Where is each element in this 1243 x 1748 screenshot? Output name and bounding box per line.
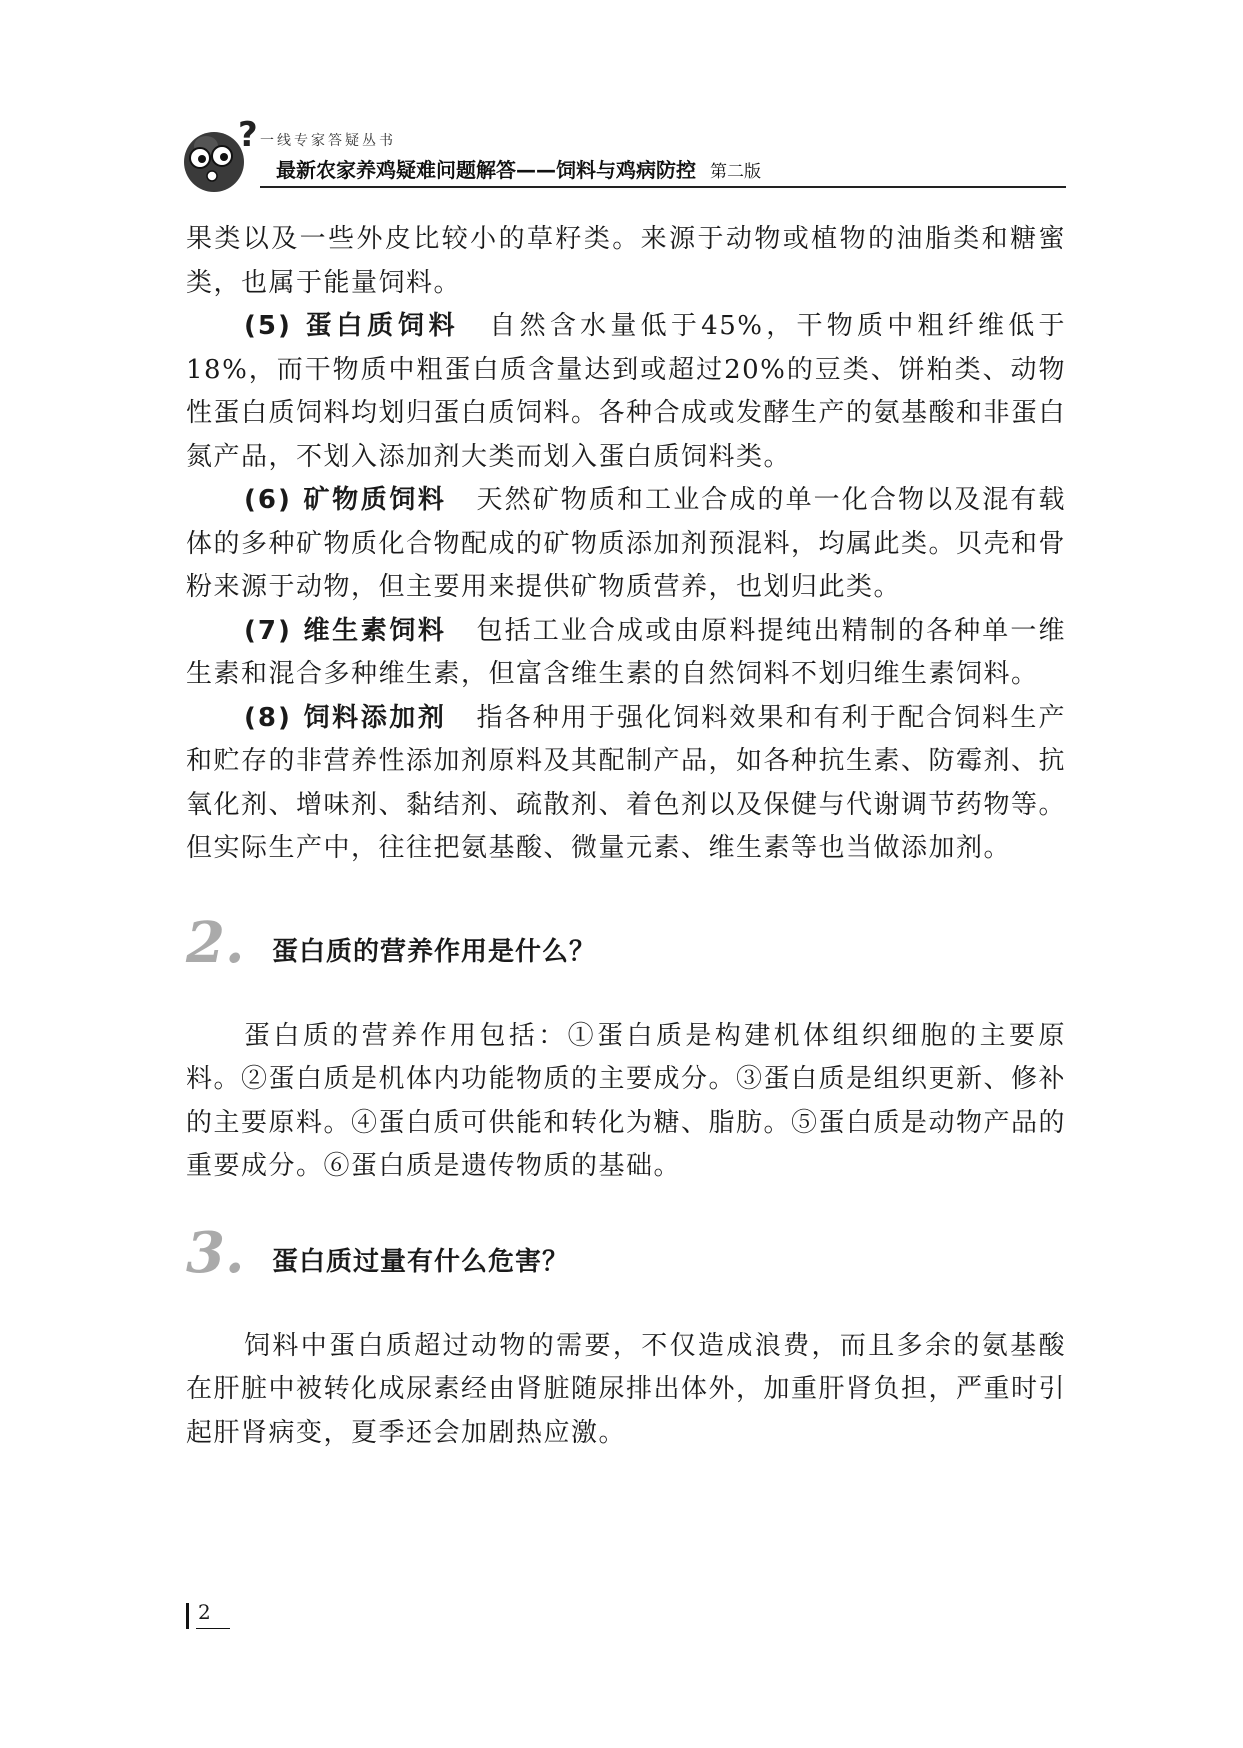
page-header xyxy=(180,100,1070,210)
term-protein-feed: (5) 蛋白质饲料 xyxy=(244,311,460,341)
page-number-rule xyxy=(196,1628,230,1629)
page-content xyxy=(186,218,1066,1455)
page-number: 2 xyxy=(198,1600,211,1624)
paragraph-energy-feed-end: 果类以及一些外皮比较小的草籽类。来源于动物或植物的油脂类和糖蜜类，也属于能量饲料。 xyxy=(186,224,1066,298)
question-3-answer: 饲料中蛋白质超过动物的需要，不仅造成浪费，而且多余的氨基酸在肝脏中被转化成尿素经由肾脏随尿排出体外，加重肝肾负担，严重时引起肝肾病变，夏季还会加剧热应激。 xyxy=(186,1330,1067,1448)
paragraph-mineral-feed xyxy=(186,479,1066,610)
paragraph-feed-additive xyxy=(186,697,1066,871)
question-2-answer: 蛋白质的营养作用包括：①蛋白质是构建机体组织细胞的主要原料。②蛋白质是机体内功能物质的主要成分。③蛋白质是组织更新、修补的主要原料。④蛋白质可供能和转化为糖、脂肪。⑤蛋白质是动物产品的重要成分。⑥蛋白质是遗传物质的基础。 xyxy=(186,1020,1067,1181)
term-mineral-feed: (6) 矿物质饲料 xyxy=(244,485,447,515)
question-2-number: 2. xyxy=(186,909,245,976)
question-mascot-icon xyxy=(180,116,264,200)
edition-label: 第二版 xyxy=(710,162,761,182)
question-3-title: 蛋白质过量有什么危害？ xyxy=(272,1246,570,1277)
header-rule xyxy=(260,186,1066,188)
page-number-bar xyxy=(186,1603,189,1629)
book-title-text: 最新农家养鸡疑难问题解答——饲料与鸡病防控 xyxy=(276,158,696,182)
question-2-title: 蛋白质的营养作用是什么？ xyxy=(272,936,597,967)
definition-feed-additive: 指各种用于强化饲料效果和有利于配合饲料生产和贮存的非营养性添加剂原料及其配制产品，如各种抗生素、防霉剂、抗氧化剂、增味剂、黏结剂、疏散剂、着色剂以及保健与代谢调节药物等。但实际生产中，往往把氨基酸、微量元素、维生素等也当做添加剂。 xyxy=(186,702,1067,863)
term-feed-additive: (8) 饲料添加剂 xyxy=(244,702,447,733)
question-3-number: 3. xyxy=(186,1219,245,1286)
paragraph-vitamin-feed xyxy=(186,610,1066,697)
book-title xyxy=(276,154,761,183)
term-vitamin-feed: (7) 维生素饲料 xyxy=(244,615,447,646)
definition-vitamin-feed: 包括工业合成或由原料提纯出精制的各种单一维生素和混合多种维生素，但富含维生素的自然饲料不划归维生素饲料。 xyxy=(186,615,1066,689)
series-name: 一线专家答疑丛书 xyxy=(260,133,396,149)
definition-mineral-feed: 天然矿物质和工业合成的单一化合物以及混有载体的多种矿物质化合物配成的矿物质添加剂预混料，均属此类。贝壳和骨粉来源于动物，但主要用来提供矿物质营养，也划归此类。 xyxy=(186,485,1067,602)
definition-protein-feed: 自然含水量低于45%，干物质中粗纤维低于18%，而干物质中粗蛋白质含量达到或超过20%的豆类、饼粕类、动物性蛋白质饲料均划归蛋白质饲料。各种合成或发酵生产的氨基酸和非蛋白氮产品，不划入添加剂大类而划入蛋白质饲料类。 xyxy=(186,311,1067,472)
question-3-heading xyxy=(186,1219,1066,1289)
svg-text:?: ? xyxy=(238,116,258,155)
question-2-heading xyxy=(186,909,1066,979)
paragraph-protein-feed xyxy=(186,305,1066,479)
